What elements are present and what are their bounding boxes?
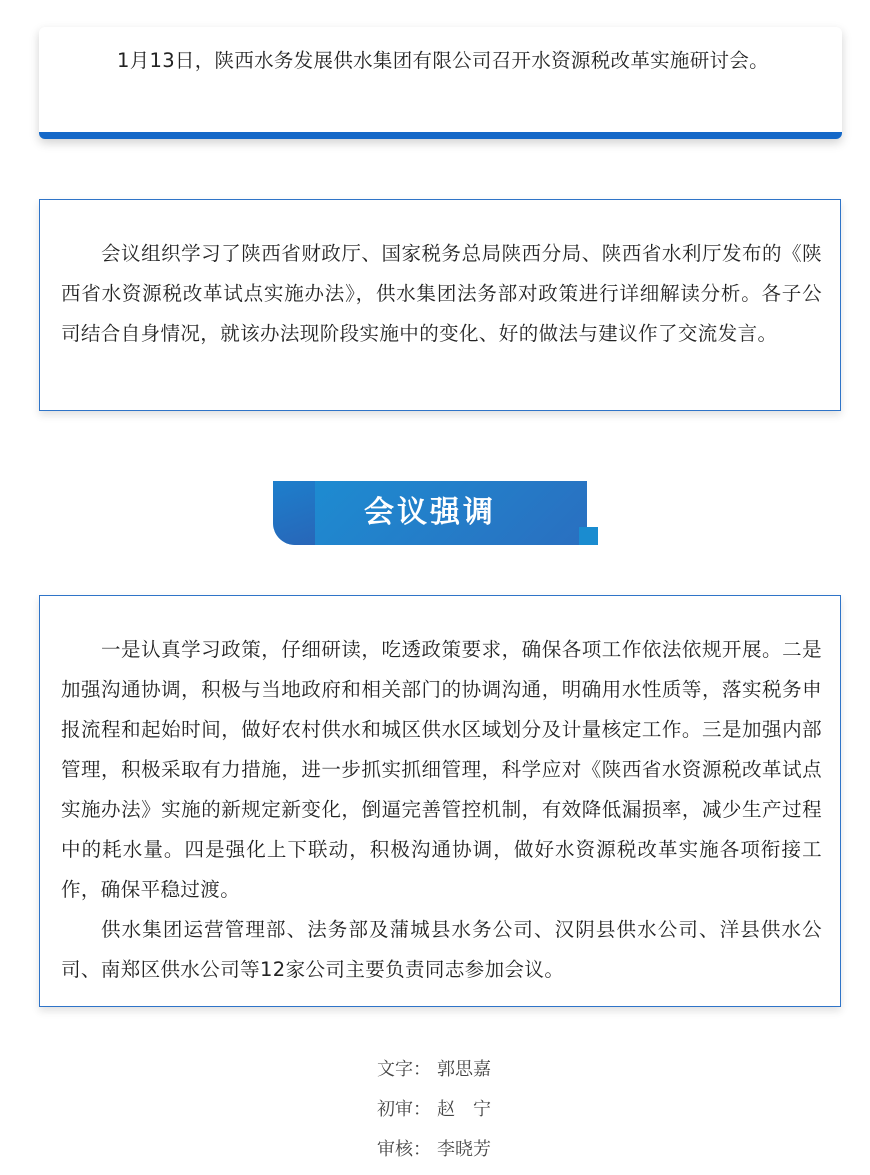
credit-value: 赵 宁 xyxy=(437,1099,491,1120)
emphasis-paragraph: 一是认真学习政策，仔细研读，吃透政策要求，确保各项工作依法依规开展。二是加强沟通协调，积极与当地政府和相关部门的协调沟通，明确用水性质等，落实税务申报流程和起始时间，做好农村供水和城区供水区域划分及计量核定工作。三是加强内部管理，积极采取有力措施，进一步抓实抓细管理，科学应对《陕西省水资源税改革试点实施办法》实施的新规定新变化，倒逼完善管控机制，有效降低漏损率，减少生产过程中的耗水量。四是强化上下联动，积极沟通协调，做好水资源税改革实施各项衔接工作，确保平稳过渡。 xyxy=(61,638,822,901)
section-heading-title: 会议强调 xyxy=(364,495,496,530)
meeting-summary-paragraph: 会议组织学习了陕西省财政厅、国家税务总局陕西分局、陕西省水利厅发布的《陕西省水资源税改革试点实施办法》，供水集团法务部对政策进行详细解读分析。各子公司结合自身情况，就该办法现阶段实施中的变化、好的做法与建议作了交流发言。 xyxy=(61,242,822,345)
credit-row-approval xyxy=(377,1130,491,1170)
intro-accent-bar xyxy=(39,132,842,139)
credit-value: 李晓芳 xyxy=(437,1139,491,1160)
banner-corner-decoration xyxy=(579,527,598,545)
section-heading-banner xyxy=(273,481,587,545)
credit-row-writer xyxy=(377,1050,491,1090)
credit-label: 审核： xyxy=(377,1139,431,1160)
credit-label: 初审： xyxy=(377,1099,431,1120)
credit-row-first-review xyxy=(377,1090,491,1130)
attendees-paragraph: 供水集团运营管理部、法务部及蒲城县水务公司、汉阴县供水公司、洋县供水公司、南郑区供水公司等12家公司主要负责同志参加会议。 xyxy=(61,918,822,981)
intro-card xyxy=(39,27,842,139)
intro-text: 1月13日，陕西水务发展供水集团有限公司召开水资源税改革实施研讨会。 xyxy=(117,49,769,72)
credits xyxy=(377,1050,491,1170)
credit-label: 文字： xyxy=(377,1059,431,1080)
meeting-summary-box xyxy=(39,199,841,411)
meeting-emphasis-box xyxy=(39,595,841,1007)
credit-value: 郭思嘉 xyxy=(437,1059,491,1080)
